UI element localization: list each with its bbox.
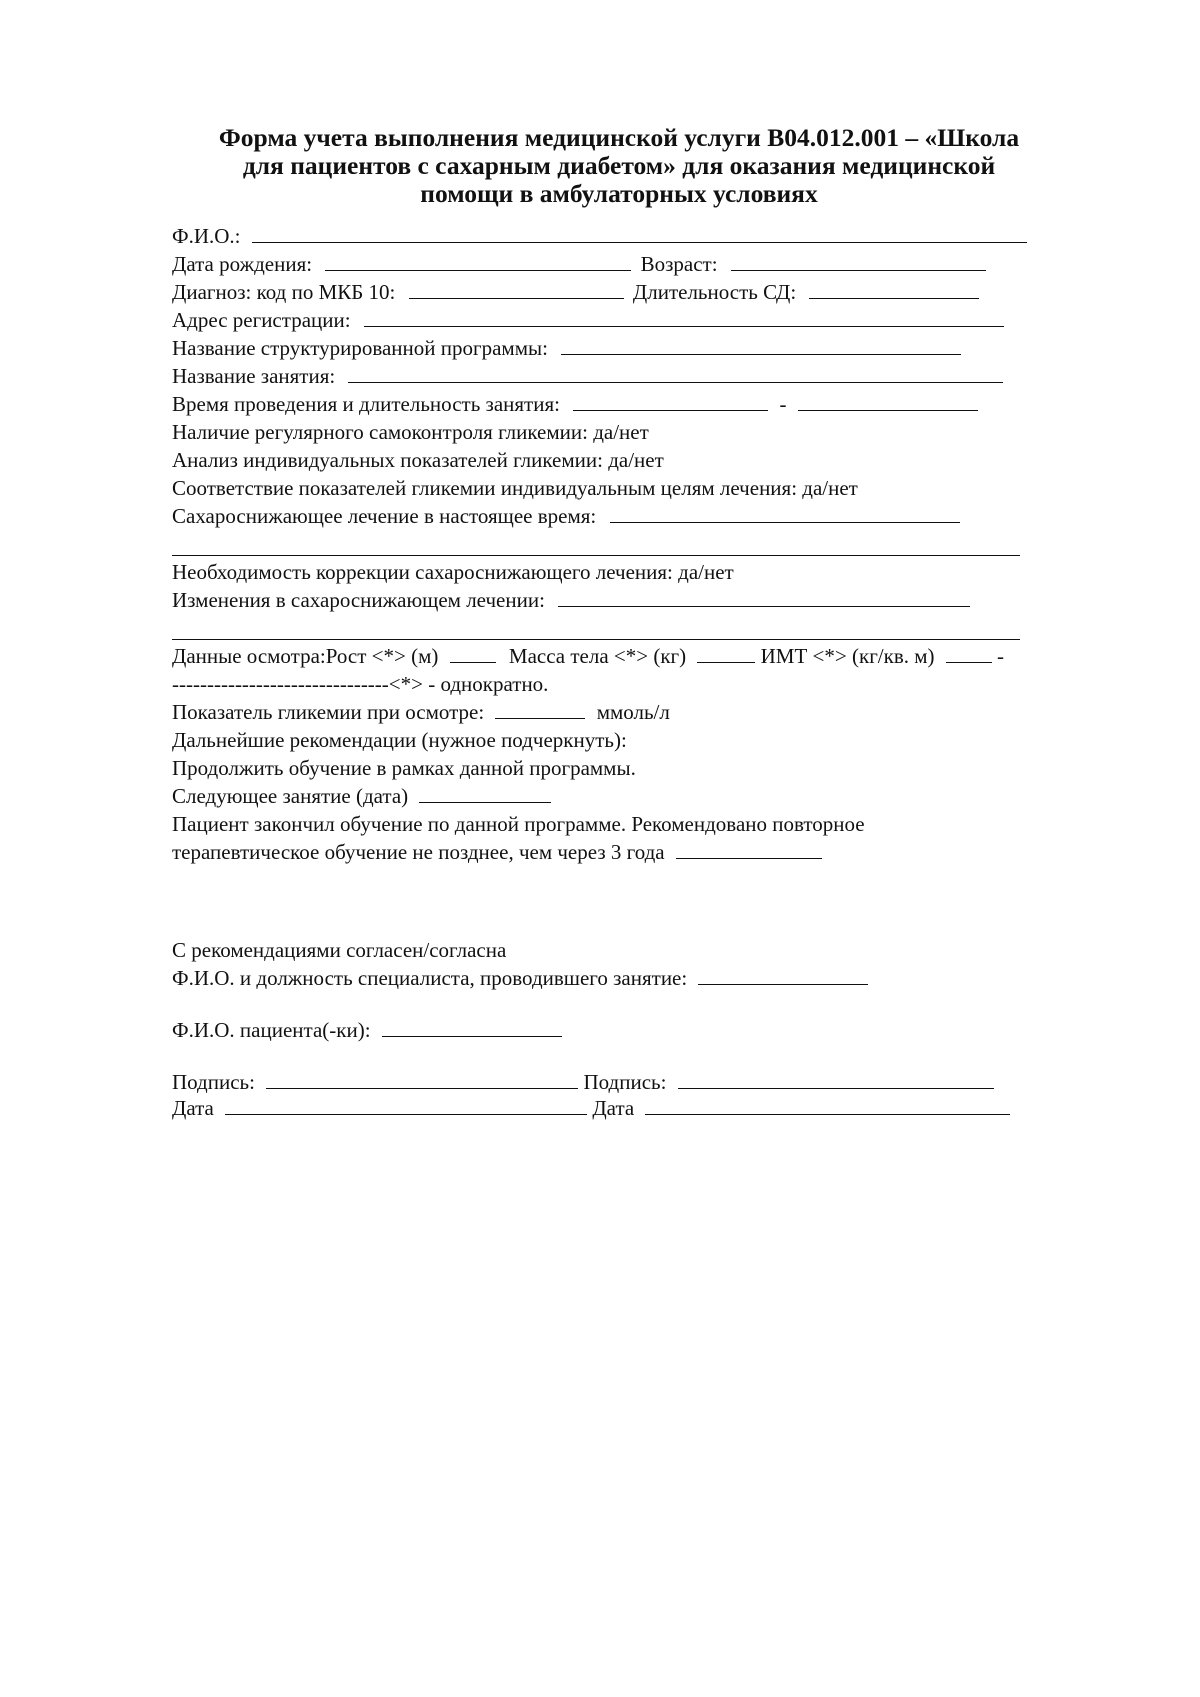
sd-duration-label: Длительность СД: xyxy=(632,280,797,304)
patient-label: Ф.И.О. пациента(-ки): xyxy=(172,1018,371,1042)
age-label: Возраст: xyxy=(640,252,718,276)
weight-field[interactable] xyxy=(697,644,755,663)
fio-row xyxy=(172,222,1027,250)
specialist-field[interactable] xyxy=(698,966,868,985)
lesson-field[interactable] xyxy=(348,364,1003,383)
continue-option[interactable]: Продолжить обучение в рамках данной программы. xyxy=(172,756,636,780)
finished-date-field[interactable] xyxy=(676,840,822,859)
fio-field[interactable] xyxy=(252,224,1027,243)
glycemia-row xyxy=(172,698,670,726)
height-label: Данные осмотра:Рост <*> (м) xyxy=(172,644,439,668)
changes-field[interactable] xyxy=(558,588,970,607)
bmi-field[interactable] xyxy=(946,644,992,663)
signature-row xyxy=(172,1068,994,1096)
time-dash: - xyxy=(779,392,787,416)
patient-date-label: Дата xyxy=(592,1096,635,1120)
self-control-row: Наличие регулярного самоконтроля гликемии: да/нет xyxy=(172,420,649,444)
correspondence-row: Соответствие показателей гликемии индивидуальным целям лечения: да/нет xyxy=(172,476,858,500)
footnote: -------------------------------<*> - однократно. xyxy=(172,672,549,696)
program-field[interactable] xyxy=(561,336,961,355)
finished-option-line-1[interactable]: Пациент закончил обучение по данной программе. Рекомендовано повторное xyxy=(172,812,865,836)
glycemia-field[interactable] xyxy=(495,700,585,719)
title-line-1: Форма учета выполнения медицинской услуги В04.012.001 – «Школа xyxy=(218,123,1020,152)
exam-row xyxy=(172,642,1004,670)
patient-row xyxy=(172,1016,562,1044)
title-line-2: для пациентов с сахарным диабетом» для оказания медицинской xyxy=(242,151,996,180)
height-field[interactable] xyxy=(450,644,496,663)
patient-date-field[interactable] xyxy=(645,1096,1010,1115)
title-line-3: помощи в амбулаторных условиях xyxy=(420,179,818,208)
patient-signature-field[interactable] xyxy=(678,1070,994,1089)
page-title xyxy=(150,124,1088,208)
date-row xyxy=(172,1094,1010,1122)
specialist-date-field[interactable] xyxy=(225,1096,587,1115)
diagnosis-field[interactable] xyxy=(409,280,624,299)
next-lesson-label: Следующее занятие (дата) xyxy=(172,784,409,808)
analysis-row: Анализ индивидуальных показателей гликемии: да/нет xyxy=(172,448,664,472)
bmi-label: ИМТ <*> (кг/кв. м) xyxy=(760,644,935,668)
bmi-trail: - xyxy=(997,644,1005,668)
glycemia-unit: ммоль/л xyxy=(596,700,670,724)
age-field[interactable] xyxy=(731,252,986,271)
current-treatment-field[interactable] xyxy=(610,504,960,523)
specialist-label: Ф.И.О. и должность специалиста, проводившего занятие: xyxy=(172,966,688,990)
specialist-row xyxy=(172,964,868,992)
current-treatment-label: Сахароснижающее лечение в настоящее время: xyxy=(172,504,597,528)
time-label: Время проведения и длительность занятия: xyxy=(172,392,560,416)
time-row xyxy=(172,390,978,418)
program-row xyxy=(172,334,961,362)
diagnosis-row xyxy=(172,278,979,306)
changes-extra-line[interactable] xyxy=(172,639,1020,640)
patient-field[interactable] xyxy=(382,1018,562,1037)
current-treatment-row xyxy=(172,502,960,530)
address-row xyxy=(172,306,1004,334)
recommendations-row: Дальнейшие рекомендации (нужное подчеркнуть): xyxy=(172,728,627,752)
time-duration-field[interactable] xyxy=(798,392,978,411)
birth-date-field[interactable] xyxy=(325,252,631,271)
address-field[interactable] xyxy=(364,308,1004,327)
specialist-signature-label: Подпись: xyxy=(172,1070,255,1094)
weight-label: Масса тела <*> (кг) xyxy=(508,644,687,668)
agreement-text: С рекомендациями согласен/согласна xyxy=(172,938,507,962)
changes-row xyxy=(172,586,970,614)
specialist-date-label: Дата xyxy=(172,1096,214,1120)
glycemia-label: Показатель гликемии при осмотре: xyxy=(172,700,485,724)
birth-date-label: Дата рождения: xyxy=(172,252,313,276)
lesson-label: Название занятия: xyxy=(172,364,336,388)
sd-duration-field[interactable] xyxy=(809,280,979,299)
next-lesson-field[interactable] xyxy=(419,784,551,803)
lesson-row xyxy=(172,362,1003,390)
time-start-field[interactable] xyxy=(573,392,768,411)
changes-label: Изменения в сахароснижающем лечении: xyxy=(172,588,545,612)
fio-label: Ф.И.О.: xyxy=(172,224,241,248)
finished-option-line-2 xyxy=(172,838,822,866)
address-label: Адрес регистрации: xyxy=(172,308,351,332)
correction-row: Необходимость коррекции сахароснижающего лечения: да/нет xyxy=(172,560,734,584)
finished-option-text[interactable]: терапевтическое обучение не позднее, чем через 3 года xyxy=(172,840,665,864)
program-label: Название структурированной программы: xyxy=(172,336,548,360)
diagnosis-label: Диагноз: код по МКБ 10: xyxy=(172,280,396,304)
patient-signature-label: Подпись: xyxy=(583,1070,667,1094)
current-treatment-extra-line[interactable] xyxy=(172,555,1020,556)
specialist-signature-field[interactable] xyxy=(266,1070,578,1089)
next-lesson-row xyxy=(172,782,551,810)
birth-date-row xyxy=(172,250,986,278)
